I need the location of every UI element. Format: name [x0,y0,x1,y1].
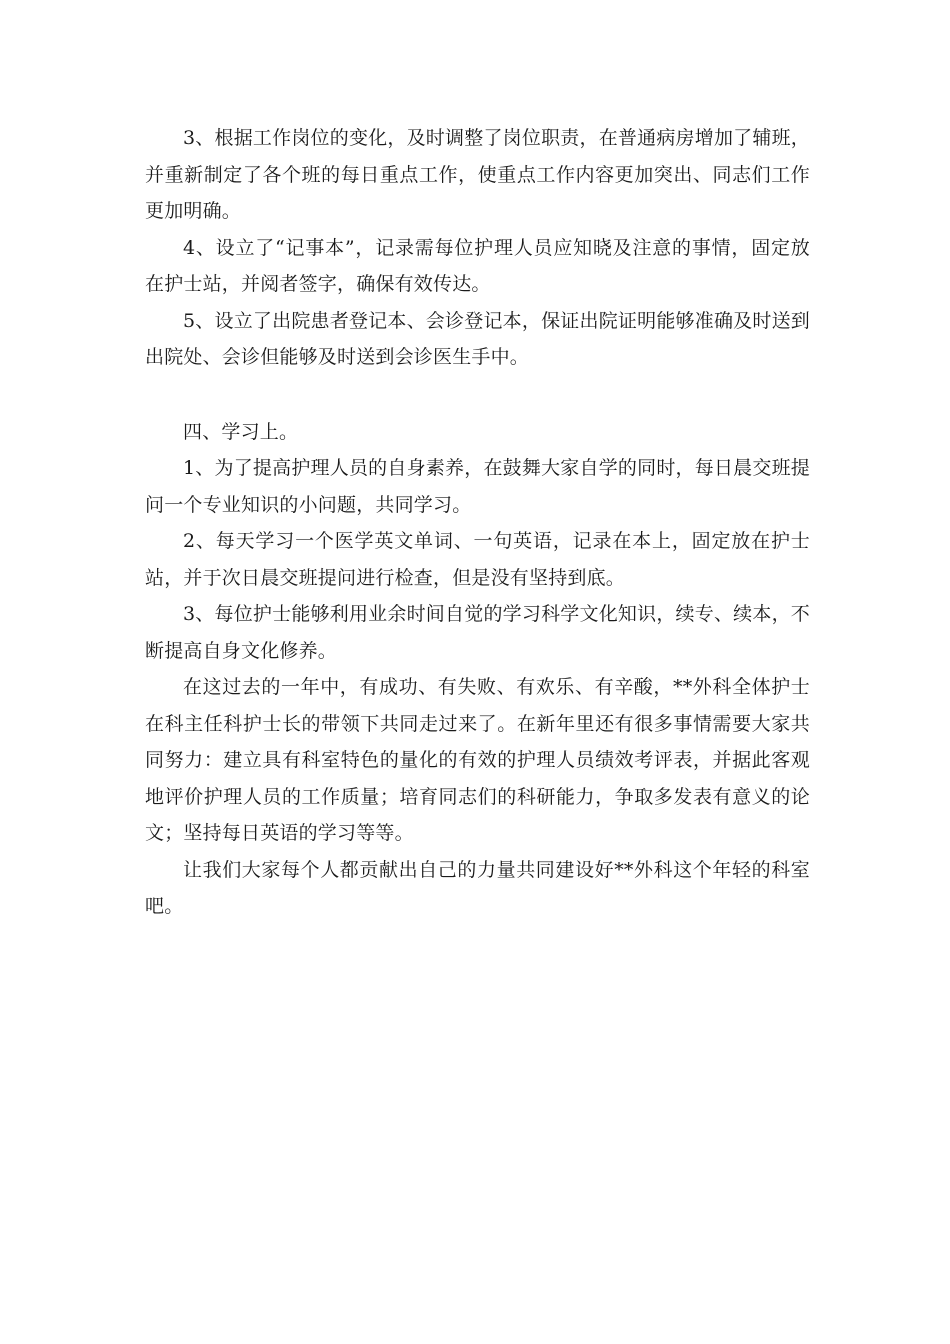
paragraph-item-4: 4、设立了“记事本”，记录需每位护理人员应知晓及注意的事情，固定放在护士站，并阅者签字，确保有效传达。 [145,236,810,295]
closing-paragraph: 让我们大家每个人都贡献出自己的力量共同建设好**外科这个年轻的科室吧。 [145,858,810,917]
study-item-2: 2、每天学习一个医学英文单词、一句英语，记录在本上，固定放在护士站，并于次日晨交班提问进行检查，但是没有坚持到底。 [145,530,810,589]
paragraph-item-3: 3、根据工作岗位的变化，及时调整了岗位职责，在普通病房增加了辅班，并重新制定了各个班的每日重点工作，使重点工作内容更加突出、同志们工作更加明确。 [145,127,810,222]
section-heading: 四、学习上。 [183,420,299,443]
section-spacer [145,376,810,414]
paragraph-item-5: 5、设立了出院患者登记本、会诊登记本，保证出院证明能够准确及时送到出院处、会诊但能够及时送到会诊医生手中。 [145,309,810,368]
study-item-1: 1、为了提高护理人员的自身素养，在鼓舞大家自学的同时，每日晨交班提问一个专业知识的小问题，共同学习。 [145,457,810,516]
summary-paragraph: 在这过去的一年中，有成功、有失败、有欢乐、有辛酸，**外科全体护士在科主任科护士长的带领下共同走过来了。在新年里还有很多事情需要大家共同努力：建立具有科室特色的量化的有效的护理人员绩效考评表，并据此客观地评价护理人员的工作质量；培育同志们的科研能力，争取多发表有意义的论文；坚持每日英语的学习等等。 [145,676,810,844]
document-body [145,120,810,925]
study-item-3: 3、每位护士能够利用业余时间自觉的学习科学文化知识，续专、续本，不断提高自身文化修养。 [145,603,810,662]
